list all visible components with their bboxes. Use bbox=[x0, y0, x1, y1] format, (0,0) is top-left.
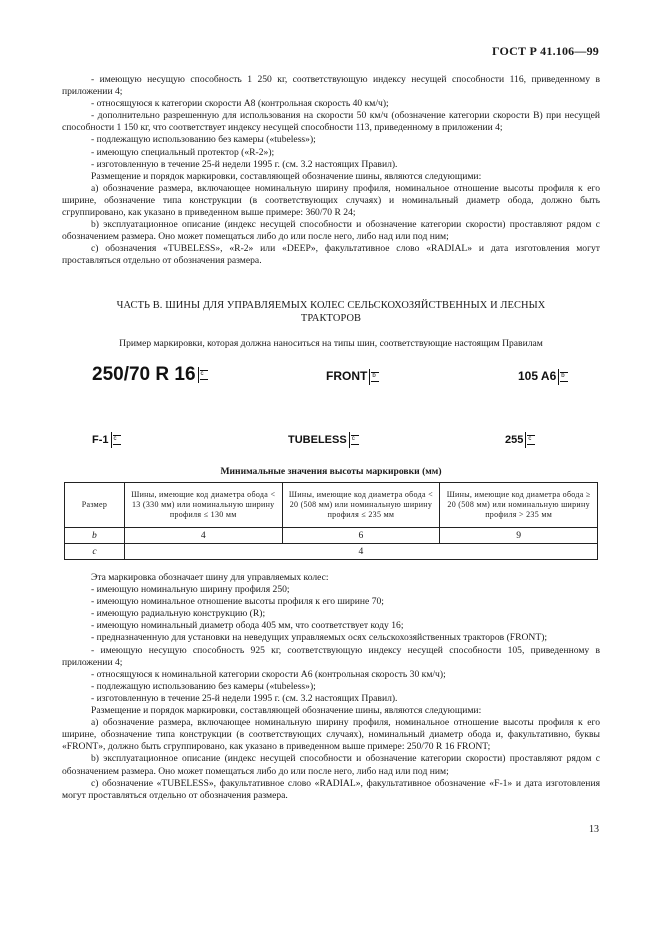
marking-tubeless-text: TUBELESS bbox=[288, 433, 347, 446]
example-caption: Пример маркировки, которая должна наноситься на типы шин, соответствующие настоящим Правилам bbox=[119, 338, 543, 349]
page-number: 13 bbox=[589, 824, 599, 835]
document-number: ГОСТ Р 41.106—99 bbox=[491, 44, 599, 58]
marking-size-designation bbox=[92, 364, 209, 386]
paragraph: - имеющую несущую способность 1 250 кг, соответствующую индексу несущей способности 116, приведенному в приложении 4; bbox=[62, 74, 600, 98]
paragraph: - изготовленную в течение 25-й недели 1995 г. (см. 3.2 настоящих Правил). bbox=[91, 692, 398, 704]
section-title bbox=[62, 300, 600, 325]
table-header-cell: Размер bbox=[65, 483, 125, 528]
paragraph: b) эксплуатационное описание (индекс несущей способности и обозначение категории скорости) проставляют рядом с обозначением размера. Оно может помещаться либо до или после него, либо над или под ним; bbox=[62, 219, 600, 243]
paragraph: - подлежащую использованию без камеры («tubeless»); bbox=[91, 134, 316, 146]
paragraph: - имеющую номинальный диаметр обода 405 мм, что соответствует коду 16; bbox=[91, 620, 404, 632]
table-title: Минимальные значения высоты маркировки (мм) bbox=[220, 466, 442, 477]
paragraph: - относящуюся к номинальной категории скорости А6 (контрольная скорость 30 км/ч); bbox=[91, 668, 446, 680]
paragraph: - имеющую радиальную конструкцию (R); bbox=[91, 608, 266, 620]
table-row-label: b bbox=[65, 528, 125, 544]
paragraph: Эта маркировка обозначает шину для управляемых колес: bbox=[91, 572, 329, 583]
marking-size-text: 250/70 R 16 bbox=[92, 364, 196, 385]
top-text-block bbox=[62, 74, 600, 268]
paragraph: - имеющую специальный протектор («R-2»); bbox=[91, 146, 275, 158]
marking-height-table bbox=[64, 482, 598, 560]
marking-service-description bbox=[518, 369, 569, 385]
paragraph: а) обозначение размера, включающее номинальную ширину профиля, номинальное отношение высоты профиля к его ширине, обозначение типа конструкции (в соответствующих случаях) и номинальный диаметр обода, должно быть сгруппировано, как указано в приведенном выше примере: 360/70 R 24; bbox=[62, 182, 600, 219]
marking-service-text: 105 A6 bbox=[518, 369, 557, 384]
paragraph: с) обозначения «TUBELESS», «R-2» или «DEEP», факультативное слово «RADIAL» и дата изготовления могут проставляться отдельно от обозначения размера. bbox=[62, 243, 600, 267]
paragraph: с) обозначение «TUBELESS», факультативное слово «RADIAL», факультативное обозначение «F-1» и дата изготовления могут проставляться отдельно от обозначения размера. bbox=[62, 777, 600, 801]
paragraph: b) эксплуатационное описание (индекс несущей способности и обозначение категории скорости) проставляют рядом с обозначением размера. Оно может помещаться либо до или после него, либо над или под ним; bbox=[62, 753, 600, 777]
paragraph: - дополнительно разрешенную для использования на скорости 50 км/ч (обозначение категории скорости В) при несущей способности 1 150 кг, что соответствует индексу несущей способности 113, приведенному в приложении 4; bbox=[62, 110, 600, 134]
table-cell: 9 bbox=[440, 528, 598, 544]
height-dimension-symbol: c bbox=[349, 432, 360, 448]
paragraph: - имеющую несущую способность 925 кг, соответствующую индексу несущей способности 105, приведенному в приложении 4; bbox=[62, 644, 600, 668]
paragraph: - имеющую номинальное отношение высоты профиля к его ширине 70; bbox=[91, 596, 384, 608]
paragraph: - изготовленную в течение 25-й недели 1995 г. (см. 3.2 настоящих Правил). bbox=[91, 158, 398, 170]
table-cell: 6 bbox=[282, 528, 440, 544]
marking-tubeless bbox=[288, 432, 360, 448]
marking-date bbox=[505, 432, 536, 448]
table-cell: 4 bbox=[124, 528, 282, 544]
marking-f1-text: F-1 bbox=[92, 433, 109, 446]
paragraph: Размещение и порядок маркировки, составляющей обозначение шины, являются следующими: bbox=[91, 705, 482, 717]
height-dimension-symbol: c bbox=[111, 432, 122, 448]
table-row-label: c bbox=[65, 544, 125, 560]
table-row bbox=[65, 544, 598, 560]
paragraph: Размещение и порядок маркировки, составляющей обозначение шины, являются следующими: bbox=[91, 170, 482, 182]
table-header-cell: Шины, имеющие код диаметра обода < 20 (508 мм) или номинальную ширину профиля ≤ 235 мм bbox=[282, 483, 440, 528]
bottom-text-block bbox=[62, 572, 600, 802]
marking-front-text: FRONT bbox=[326, 369, 368, 384]
paragraph: а) обозначение размера, включающее номинальную ширину профиля, номинальное отношение высоты профиля к его ширине, обозначение типа конструкции (в соответствующих случаях), номинальный диаметр обода и, факультативно, буквы «FRONT», должно быть сгруппировано, как указано в приведенном выше примере: 250/70 R 16 FRONT; bbox=[62, 717, 600, 753]
marking-f1 bbox=[92, 432, 122, 448]
table-cell: 4 bbox=[124, 544, 597, 560]
section-title-line: ЧАСТЬ В. ШИНЫ ДЛЯ УПРАВЛЯЕМЫХ КОЛЕС СЕЛЬСКОХОЗЯЙСТВЕННЫХ И ЛЕСНЫХ bbox=[116, 300, 546, 311]
height-dimension-symbol: b bbox=[369, 369, 380, 385]
section-title-line: ТРАКТОРОВ bbox=[300, 312, 362, 324]
paragraph: - относящуюся к категории скорости А8 (контрольная скорость 40 км/ч); bbox=[91, 98, 389, 110]
marking-date-text: 255 bbox=[505, 433, 524, 446]
height-dimension-symbol: c bbox=[198, 367, 209, 383]
marking-front bbox=[326, 369, 380, 385]
table-row bbox=[65, 528, 598, 544]
height-dimension-symbol: c bbox=[525, 432, 536, 448]
paragraph: - подлежащую использованию без камеры («tubeless»); bbox=[91, 680, 316, 692]
height-dimension-symbol: b bbox=[558, 369, 569, 385]
table-header-cell: Шины, имеющие код диаметра обода ≥ 20 (508 мм) или номинальную ширину профиля > 235 мм bbox=[440, 483, 598, 528]
paragraph: - предназначенную для установки на неведущих управляемых осях сельскохозяйственных тракторов (FRONT); bbox=[91, 632, 548, 644]
paragraph: - имеющую номинальную ширину профиля 250; bbox=[91, 584, 290, 596]
table-header-cell: Шины, имеющие код диаметра обода < 13 (330 мм) или номинальную ширину профиля ≤ 130 мм bbox=[124, 483, 282, 528]
table-header-row bbox=[65, 483, 598, 528]
